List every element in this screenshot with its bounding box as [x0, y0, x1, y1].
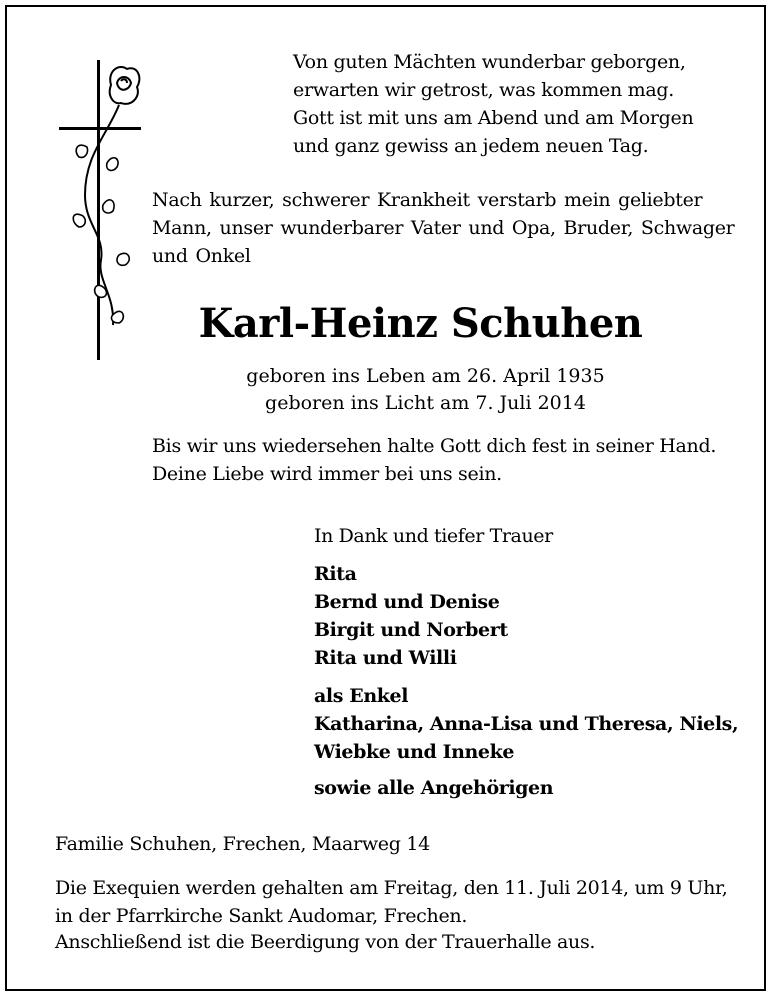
mourners-closing: sowie alle Angehörigen	[314, 777, 554, 799]
death-date: geboren ins Licht am 7. Juli 2014	[265, 392, 586, 414]
intro-line: Mann, unser wunderbarer Vater und Opa, Bruder, Schwager	[152, 217, 735, 239]
service-line: Die Exequien werden gehalten am Freitag, den 11. Juli 2014, um 9 Uhr,	[55, 877, 728, 899]
intro-line: Nach kurzer, schwerer Krankheit verstarb mein geliebter	[152, 189, 703, 211]
grandchildren-names: Wiebke und Inneke	[314, 741, 515, 763]
mourner-name: Bernd und Denise	[314, 591, 500, 613]
family-address: Familie Schuhen, Frechen, Maarweg 14	[55, 833, 430, 855]
poem-line: Von guten Mächten wunderbar geborgen,	[293, 51, 686, 73]
farewell-line: Deine Liebe wird immer bei uns sein.	[152, 463, 502, 485]
service-line: Anschließend ist die Beerdigung von der Trauerhalle aus.	[55, 931, 596, 953]
poem-line: und ganz gewiss an jedem neuen Tag.	[293, 135, 649, 157]
mourners-heading: In Dank und tiefer Trauer	[314, 525, 553, 547]
birth-date: geboren ins Leben am 26. April 1935	[246, 365, 605, 387]
obituary-notice	[5, 5, 766, 991]
mourner-name: Rita und Willi	[314, 647, 457, 669]
grandchildren-names: Katharina, Anna-Lisa und Theresa, Niels,	[314, 713, 739, 735]
poem-line: Gott ist mit uns am Abend und am Morgen	[293, 107, 694, 129]
mourner-name: Birgit und Norbert	[314, 619, 508, 641]
farewell-line: Bis wir uns wiedersehen halte Gott dich fest in seiner Hand.	[152, 435, 717, 457]
poem-line: erwarten wir getrost, was kommen mag.	[293, 79, 674, 101]
grandchildren-label: als Enkel	[314, 685, 409, 707]
deceased-name: Karl-Heinz Schuhen	[198, 300, 643, 347]
service-line: in der Pfarrkirche Sankt Audomar, Frechen.	[55, 905, 468, 927]
intro-line: und Onkel	[152, 245, 251, 267]
mourner-name: Rita	[314, 563, 357, 585]
